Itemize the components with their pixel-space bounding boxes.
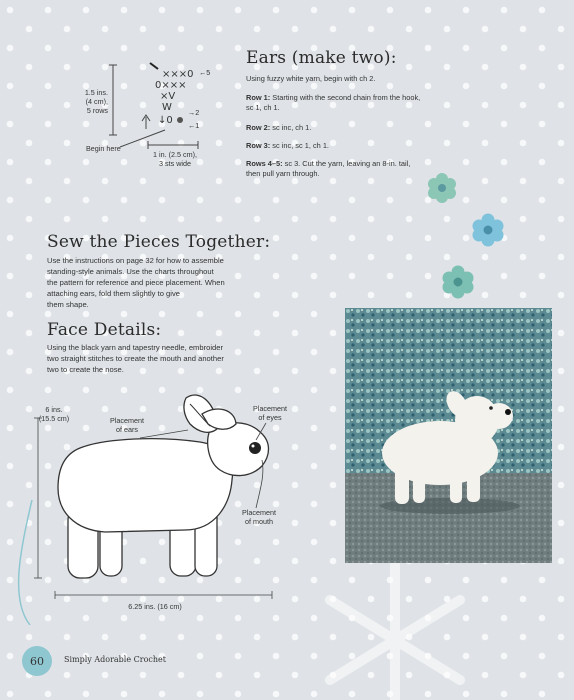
flower-decoration-icon: [420, 170, 530, 310]
ears-rows-4-5: Rows 4–5: sc 3. Cut the yarn, leaving an 8-in. tail,: [246, 159, 411, 168]
ears-heading: Ears (make two):: [246, 48, 397, 68]
svg-text:×××0: ×××0: [162, 69, 194, 80]
svg-text:W: W: [162, 102, 172, 113]
chart-width-label: 1 in. (2.5 cm), 3 sts wide: [153, 150, 197, 168]
finished-sheep-photo: [345, 308, 552, 563]
ears-intro: Using fuzzy white yarn, begin with ch 2.: [246, 74, 376, 83]
sew-heading: Sew the Pieces Together:: [47, 232, 271, 252]
diagram-ears-label: Placement of ears: [110, 416, 144, 434]
diagram-width-label: 6.25 ins. (16 cm): [128, 602, 182, 611]
face-paragraph: Using the black yarn and tapestry needle, embroider two straight stitches to create the mouth and another two to create the nose.: [47, 343, 224, 374]
chart-row-1: ←1: [188, 121, 200, 130]
diagram-mouth-label: Placement of mouth: [242, 508, 276, 526]
book-title: Simply Adorable Crochet: [64, 655, 166, 664]
chart-row-2: →2: [188, 108, 200, 117]
svg-text:×V: ×V: [160, 91, 176, 102]
ears-row-2: Row 2: sc inc, ch 1.: [246, 123, 312, 132]
svg-text:↓0: ↓0: [158, 115, 173, 126]
face-heading: Face Details:: [47, 320, 162, 340]
svg-text:0×××: 0×××: [155, 80, 187, 91]
ears-row-1: Row 1: Starting with the second chain from the hook,: [246, 93, 421, 102]
chart-row-5: ←5: [199, 68, 211, 77]
sew-paragraph: Use the instructions on page 32 for how to assemble standing-style animals. Use the charts throughout the pattern for reference and piece placement. When attaching ears, fold them slightly to give them shape.: [47, 256, 225, 309]
chart-height-label: 1.5 ins. (4 cm), 5 rows: [84, 88, 108, 115]
diagram-eyes-label: Placement of eyes: [253, 404, 287, 422]
ears-rows-4-5-cont: then pull yarn through.: [246, 169, 320, 178]
diagram-height-label: 6 ins. (15.5 cm): [38, 405, 70, 423]
ears-row-3: Row 3: sc inc, sc 1, ch 1.: [246, 141, 329, 150]
ears-row-1-cont: sc 1, ch 1.: [246, 103, 280, 112]
page-number: 60: [22, 646, 52, 676]
chart-begin-label: Begin here: [86, 144, 121, 153]
